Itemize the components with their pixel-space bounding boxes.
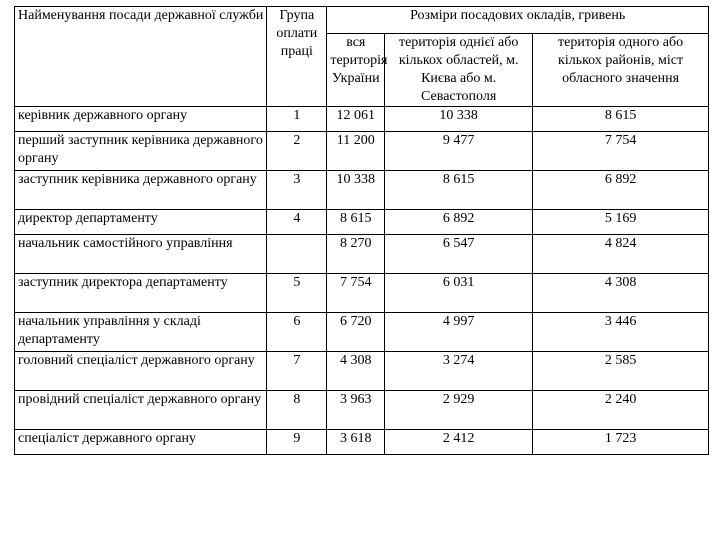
cell-position: головний спеціаліст державного органу: [15, 352, 267, 391]
cell-position: директор департаменту: [15, 210, 267, 235]
cell-position: начальник управління у складі департаменту: [15, 313, 267, 352]
cell-group: 5: [267, 274, 327, 313]
table-row: [15, 430, 709, 455]
cell-all: 3 963: [327, 391, 385, 430]
cell-rayon: 5 169: [533, 210, 709, 235]
cell-all: 6 720: [327, 313, 385, 352]
cell-group: 7: [267, 352, 327, 391]
cell-oblast: 9 477: [385, 132, 533, 171]
cell-rayon: 2 585: [533, 352, 709, 391]
cell-position: керівник державного органу: [15, 107, 267, 132]
cell-rayon: 7 754: [533, 132, 709, 171]
cell-oblast: 10 338: [385, 107, 533, 132]
cell-group: 9: [267, 430, 327, 455]
cell-oblast: 6 031: [385, 274, 533, 313]
cell-group: 4: [267, 210, 327, 235]
table-row: [15, 210, 709, 235]
cell-oblast: 8 615: [385, 171, 533, 210]
cell-oblast: 6 892: [385, 210, 533, 235]
cell-all: 7 754: [327, 274, 385, 313]
header-salary-sizes: Розміри посадових окладів, гривень: [327, 7, 709, 34]
cell-all: 4 308: [327, 352, 385, 391]
cell-rayon: 3 446: [533, 313, 709, 352]
header-oblast: територія однієї або кількох областей, м. Києва або м. Севастополя: [385, 34, 533, 107]
cell-all: 10 338: [327, 171, 385, 210]
cell-oblast: 2 412: [385, 430, 533, 455]
table-row: [15, 235, 709, 274]
header-rayon: територія одного або кількох районів, міст обласного значення: [533, 34, 709, 107]
table-row: [15, 132, 709, 171]
cell-position: заступник керівника державного органу: [15, 171, 267, 210]
cell-position: спеціаліст державного органу: [15, 430, 267, 455]
cell-group: [267, 235, 327, 274]
cell-group: 6: [267, 313, 327, 352]
table-row: [15, 107, 709, 132]
cell-rayon: 4 824: [533, 235, 709, 274]
cell-all: 11 200: [327, 132, 385, 171]
table-row: [15, 274, 709, 313]
table-row: [15, 352, 709, 391]
cell-group: 2: [267, 132, 327, 171]
cell-rayon: 6 892: [533, 171, 709, 210]
table-row: [15, 171, 709, 210]
salary-table: [14, 6, 709, 455]
cell-position: заступник директора департаменту: [15, 274, 267, 313]
cell-all: 12 061: [327, 107, 385, 132]
cell-rayon: 1 723: [533, 430, 709, 455]
cell-rayon: 2 240: [533, 391, 709, 430]
cell-position: перший заступник керівника державного органу: [15, 132, 267, 171]
cell-all: 8 615: [327, 210, 385, 235]
cell-group: 8: [267, 391, 327, 430]
cell-all: 3 618: [327, 430, 385, 455]
header-position: Найменування посади державної служби: [15, 7, 267, 107]
cell-position: провідний спеціаліст державного органу: [15, 391, 267, 430]
cell-rayon: 8 615: [533, 107, 709, 132]
cell-oblast: 2 929: [385, 391, 533, 430]
cell-oblast: 3 274: [385, 352, 533, 391]
cell-position: начальник самостійного управління: [15, 235, 267, 274]
table-row: [15, 391, 709, 430]
table-row: [15, 313, 709, 352]
cell-group: 1: [267, 107, 327, 132]
cell-oblast: 4 997: [385, 313, 533, 352]
cell-rayon: 4 308: [533, 274, 709, 313]
header-pay-group: Група оплати праці: [267, 7, 327, 107]
cell-all: 8 270: [327, 235, 385, 274]
cell-group: 3: [267, 171, 327, 210]
header-all-ukraine: вся територія України: [327, 34, 385, 107]
cell-oblast: 6 547: [385, 235, 533, 274]
